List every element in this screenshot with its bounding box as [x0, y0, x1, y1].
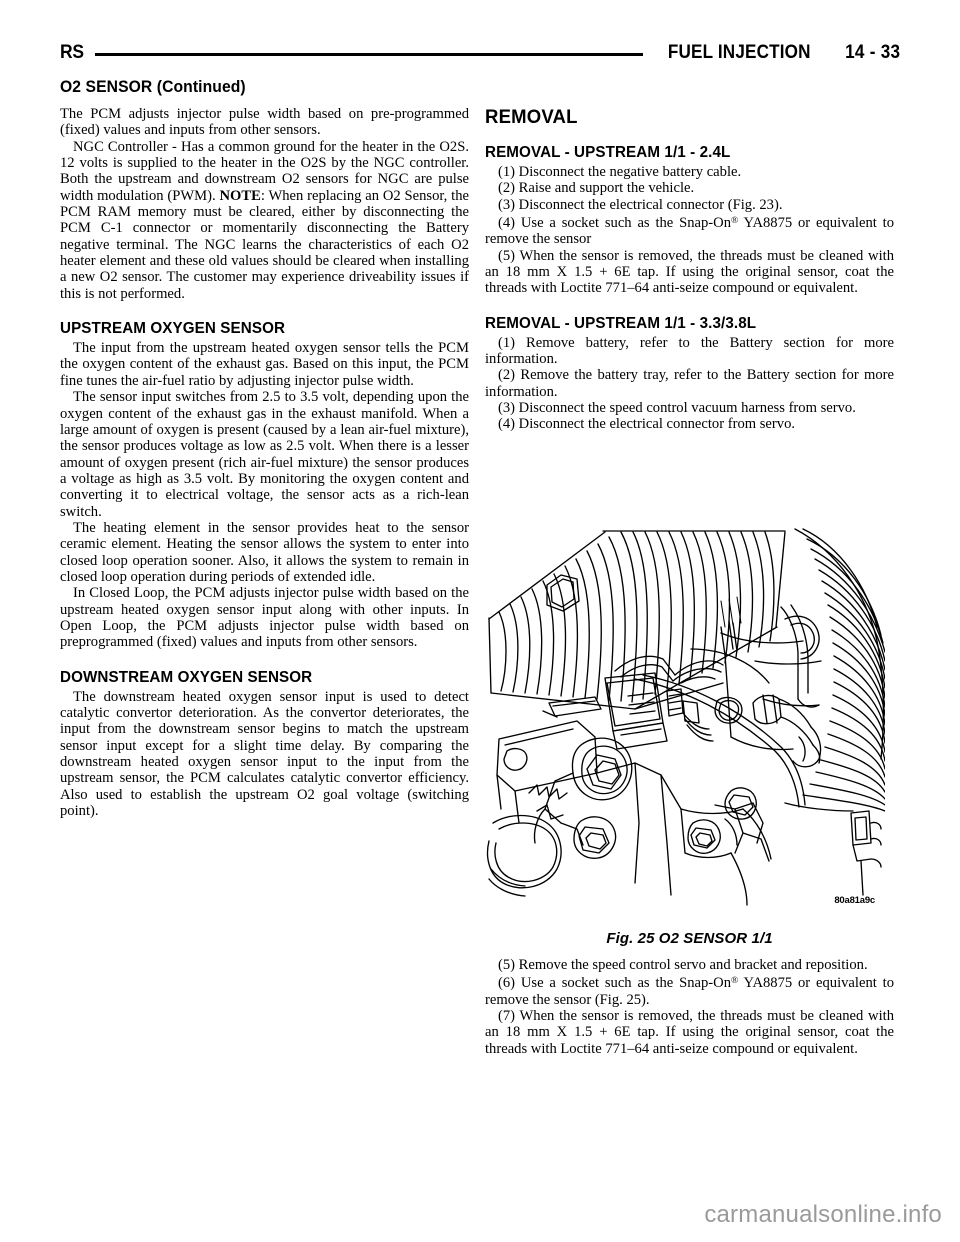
paragraph-heating-element: The heating element in the sensor provides heat to the sensor ceramic element. Heating the sensor allows the system to enter into closed loop operation sooner. Also, it allows the system to remain in closed loop operation during periods of extended idle. [60, 519, 469, 585]
registered-trademark-icon: ® [731, 216, 739, 227]
step-24l-1: (1) Disconnect the negative battery cable. [498, 164, 742, 180]
step-3338l-6 [485, 973, 894, 1008]
header-page-number: 14 - 33 [844, 42, 900, 63]
step-24l-4 [485, 213, 894, 248]
heading-upstream-oxygen-sensor: UPSTREAM OXYGEN SENSOR [60, 320, 286, 338]
page-header [60, 40, 900, 66]
right-column [485, 106, 894, 433]
step-3338l-6-suffix: YA8875 or equivalent to remove the sensor (Fig. 25). [485, 975, 894, 1008]
step-3338l-2: (2) Remove the battery tray, refer to the Battery section for more information. [485, 367, 894, 400]
registered-trademark-icon: ® [731, 976, 739, 987]
step-3338l-5: (5) Remove the speed control servo and bracket and reposition. [498, 957, 868, 973]
step-24l-3: (3) Disconnect the electrical connector (Fig. 23). [498, 196, 783, 213]
heading-removal-upstream-3338l: REMOVAL - UPSTREAM 1/1 - 3.3/3.8L [485, 314, 757, 332]
note-text: : When replacing an O2 Sensor, the PCM RAM memory must be cleared, either by disconnecting the PCM C-1 connector or momentarily disconnecting the Battery negative terminal. The NGC learns the characteristics of each O2 heater element and these old values should be cleared when installing a new O2 sensor. The customer may experience driveability issues if this is not performed. [60, 187, 469, 302]
step-3338l-3: (3) Disconnect the speed control vacuum harness from servo. [498, 400, 856, 417]
spacer [60, 651, 469, 668]
figure-caption: Fig. 25 O2 SENSOR 1/1 [606, 930, 773, 947]
continued-title: O2 SENSOR (Continued) [60, 78, 246, 96]
step-3338l-7: (7) When the sensor is removed, the threads must be cleaned with an 18 mm X 1.5 + 6E tap. If using the original sensor, coat the threads with Loctite 771–64 anti-seize compound or equivalent. [485, 1008, 894, 1057]
left-column [60, 106, 469, 819]
paragraph-closed-loop: In Closed Loop, the PCM adjusts injector pulse width based on the upstream heated oxygen sensor input along with other inputs. In Open Loop, the PCM adjusts injector pulse width based on preprogrammed (fixed) values and inputs from other sensors. [60, 585, 469, 651]
heading-removal-upstream-24l: REMOVAL - UPSTREAM 1/1 - 2.4L [485, 144, 731, 161]
heading-removal: REMOVAL [485, 106, 578, 128]
note-label: NOTE [219, 187, 261, 204]
paragraph-upstream-input: The input from the upstream heated oxygen sensor tells the PCM the oxygen content of the exhaust gas. Based on this input, the PCM fine tunes the air-fuel ratio by adjusting injector pulse width. [60, 340, 469, 389]
ngc-text: NGC Controller - Has a common ground for the heater in the O2S. 12 volts is supplied to the heater in the O2S by the NGC controller. Both the upstream and downstream O2 sensors for NGC are pulse width modulation (PWM). [60, 138, 469, 204]
paragraph-pcm-adjusts: The PCM adjusts injector pulse width based on pre-programmed (fixed) values and inputs from other sensors. [60, 106, 469, 139]
spacer [485, 297, 894, 314]
step-24l-5: (5) When the sensor is removed, the threads must be cleaned with an 18 mm X 1.5 + 6E tap. If using the original sensor, coat the threads with Loctite 771–64 anti-seize compound or equivalent. [485, 247, 894, 297]
spacer [60, 302, 469, 319]
paragraph-sensor-switches: The sensor input switches from 2.5 to 3.5 volt, depending upon the oxygen content of the exhaust gas in the exhaust manifold. When a large amount of oxygen is present (caused by a lean air-fuel mixture), the sensor produces voltage as low as 2.5 volt. When there is a lesser amount of oxygen present (rich air-fuel mixture) the sensor produces a voltage as high as 3.5 volt. By monitoring the oxygen content and converting it to electrical voltage, the sensor acts as a rich-lean switch. [60, 389, 469, 520]
right-column-continued [485, 957, 894, 1057]
step-3338l-4: (4) Disconnect the electrical connector from servo. [498, 416, 796, 433]
header-left-code: RS [60, 42, 84, 63]
paragraph-downstream-input: The downstream heated oxygen sensor input is used to detect catalytic convertor deterioration. As the convertor deteriorates, the input from the downstream sensor begins to match the upstream sensor input except for a slight time delay. By comparing the downstream heated oxygen sensor input to the input from the upstream sensor, the PCM calculates catalytic convertor efficiency. Also used to establish the upstream O2 goal voltage (switching point). [60, 688, 469, 820]
paragraph-ngc-controller [60, 139, 469, 302]
header-rule [95, 53, 643, 56]
step-3338l-6-prefix: (6) Use a socket such as the Snap-On [498, 975, 731, 992]
step-3338l-1: (1) Remove battery, refer to the Battery section for more information. [485, 334, 894, 368]
site-watermark: carmanualsonline.info [704, 1201, 942, 1228]
figure-id-code: 80a81a9c [834, 895, 875, 906]
step-24l-2: (2) Raise and support the vehicle. [498, 180, 695, 197]
header-section-title: FUEL INJECTION [667, 42, 811, 63]
figure-o2-sensor-illustration [485, 523, 885, 908]
step-24l-4-prefix: (4) Use a socket such as the Snap-On [498, 215, 731, 232]
step-24l-4-suffix: YA8875 or equivalent to remove the sensor [485, 215, 894, 248]
heading-downstream-oxygen-sensor: DOWNSTREAM OXYGEN SENSOR [60, 668, 313, 686]
spacer [485, 129, 894, 143]
